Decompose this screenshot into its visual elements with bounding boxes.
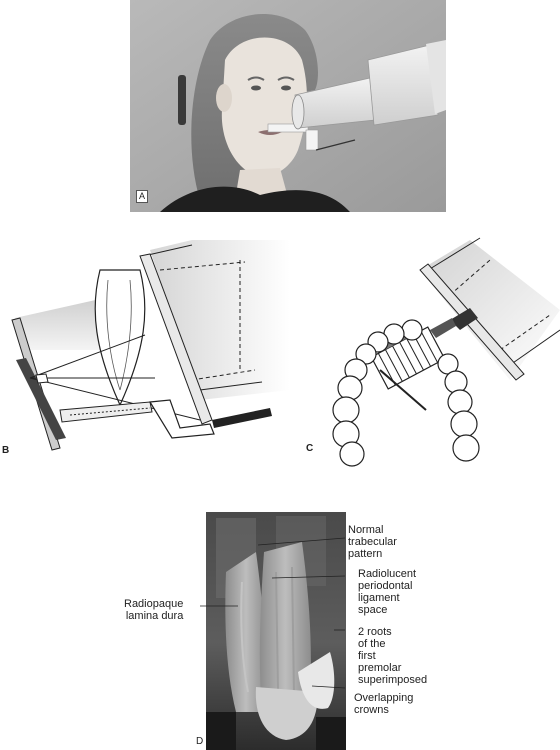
label-radiolucent-pdl-space: Radiolucent periodontal ligament space (358, 568, 417, 616)
label-two-roots-superimposed: 2 roots of the first premolar superimposed (358, 626, 428, 686)
pointer-pdl (272, 576, 345, 578)
panel-b-tag: B (2, 445, 10, 456)
pointer-crowns (312, 686, 345, 688)
panel-d-tag: D (196, 736, 204, 747)
label-overlapping-crowns: Overlapping crowns (354, 692, 414, 716)
panel-c-tag: C (306, 443, 314, 454)
panel-a-tag: A (136, 190, 148, 203)
label-radiopaque-lamina-dura: Radiopaque lamina dura (124, 598, 184, 622)
label-normal-trabecular-pattern: Normal trabecular pattern (348, 524, 397, 560)
pointer-normal (258, 538, 345, 545)
